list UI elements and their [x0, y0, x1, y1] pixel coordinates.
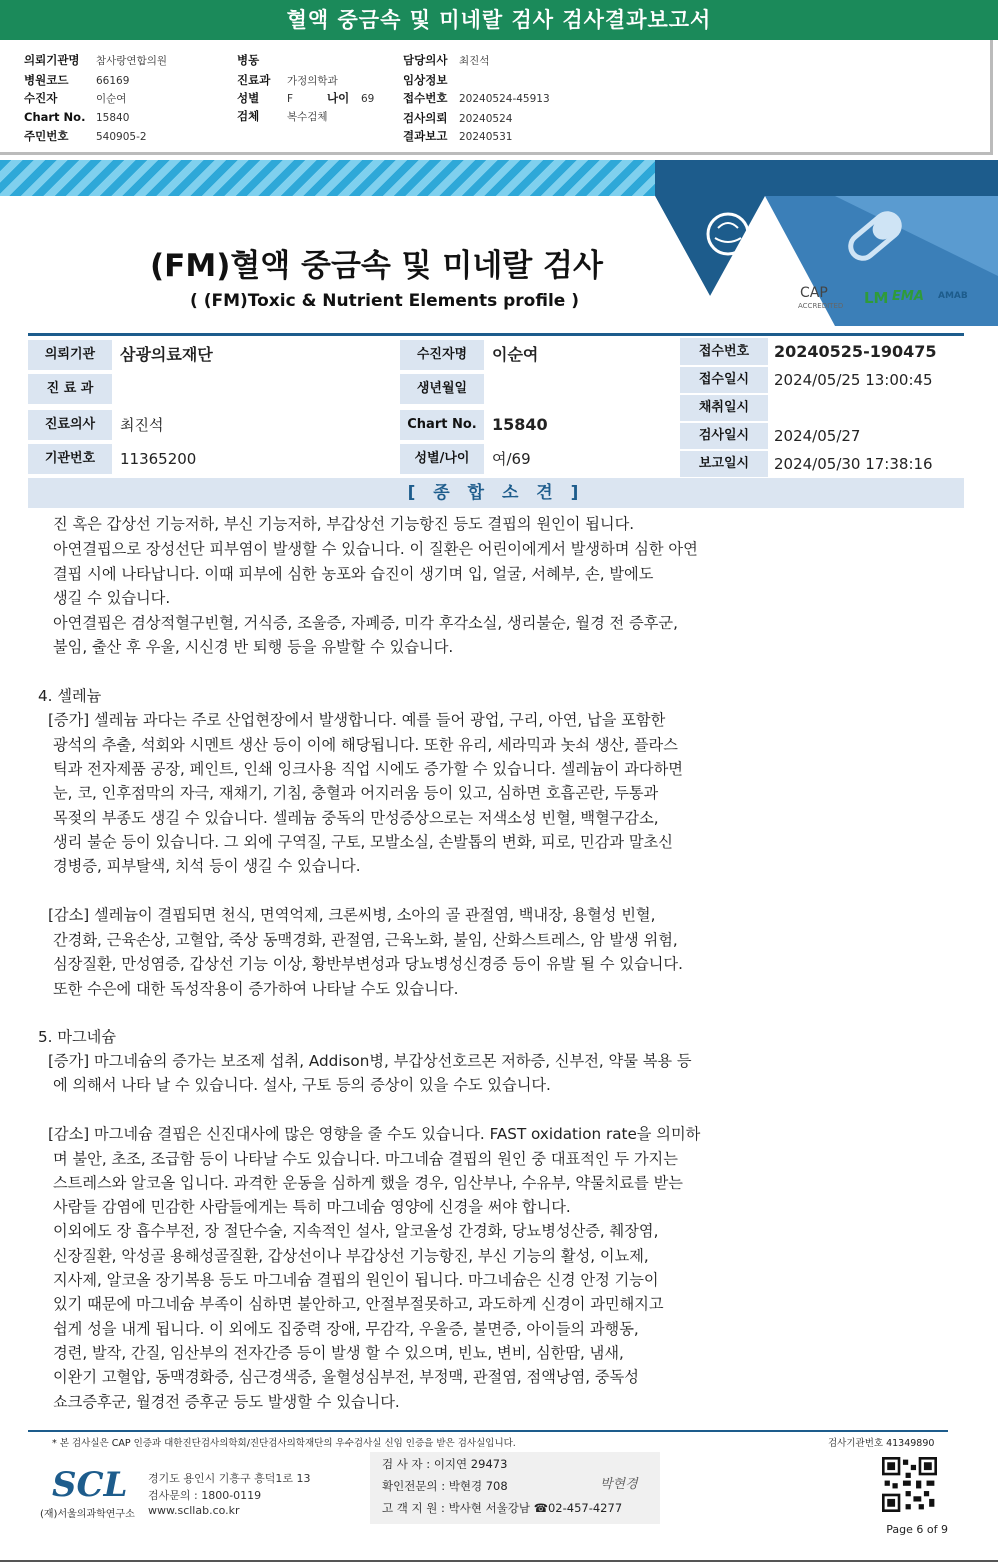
- body-line: 불임, 출산 후 우울, 시신경 반 퇴행 등을 유발할 수 있습니다.: [53, 638, 454, 656]
- lm-logo: LM: [864, 289, 889, 307]
- body-line: 또한 수은에 대한 독성작용이 증가하여 나타날 수도 있습니다.: [53, 980, 459, 998]
- cap-logo: CAP: [800, 285, 828, 301]
- body-line: 생길 수 있습니다.: [53, 589, 171, 607]
- scl-org-name: (재)서울의과학연구소: [40, 1509, 135, 1520]
- website-link[interactable]: www.scllab.co.kr: [148, 1504, 240, 1517]
- body-line: 아연결핍으로 장성선단 피부염이 발생할 수 있습니다. 이 질환은 어린이에게서 발생하며 심한 아연: [53, 540, 698, 558]
- body-line: 이완기 고혈압, 동맥경화증, 심근경색증, 울혈성심부전, 부정맥, 관절염, 점액낭염, 중독성: [53, 1368, 639, 1386]
- collect-date-value: [768, 395, 964, 421]
- header-chart-no: Chart No. 15840: [24, 110, 130, 124]
- patient-info-table: [28, 333, 964, 473]
- body-line: 경병증, 피부탈색, 치석 등이 생길 수 있습니다.: [53, 857, 361, 875]
- report-date-value: 2024/05/30 17:38:16: [774, 455, 933, 473]
- sex-age-label: 성별/나이: [400, 444, 484, 474]
- address: 경기도 용인시 기흥구 흥덕1로 13: [148, 1472, 311, 1485]
- bottom-divider: [0, 1560, 998, 1562]
- institution-value: 삼광의료재단: [120, 345, 213, 364]
- body-line: 결핍 시에 나타납니다. 이때 피부에 심한 농포와 습진이 생기며 입, 얼굴, 서혜부, 손, 발에도: [53, 565, 654, 583]
- test-title: (FM)혈액 중금속 및 미네랄 검사: [150, 248, 603, 284]
- test-date-label: 검사일시: [680, 423, 768, 449]
- body-line: 며 불안, 초조, 조급함 등이 나타날 수도 있습니다. 마그네슘 결핍의 원인 중 대표적인 두 가지는: [53, 1150, 678, 1168]
- org-no-value: 11365200: [120, 450, 197, 468]
- body-line: 에 의해서 나타 날 수 있습니다. 설사, 구토 등의 증상이 있을 수도 있습니다.: [53, 1076, 551, 1094]
- report-title: 혈액 중금속 및 미네랄 검사 검사결과보고서: [286, 8, 712, 32]
- org-no-label: 기관번호: [28, 444, 112, 474]
- sex-age-value: 여/69: [492, 450, 531, 468]
- header-receipt-no: 접수번호 20240524-45913: [403, 91, 550, 105]
- doctor-label: 진료의사: [28, 410, 112, 440]
- section-heading-magnesium: 5. 마그네슘: [38, 1028, 117, 1046]
- birth-value: [486, 374, 682, 404]
- chart-label: Chart No.: [400, 410, 484, 440]
- confirmer: 확인전문의 : 박현경 708: [382, 1479, 508, 1493]
- body-line: 심장질환, 만성염증, 갑상선 기능 이상, 황반부변성과 당뇨병성신경증 등이 유발 될 수 있습니다.: [53, 955, 683, 973]
- decor-stripe-dark: [655, 160, 998, 196]
- header-institution: 의뢰기관명 참사랑연합의원: [24, 53, 168, 67]
- receipt-date-label: 접수일시: [680, 367, 768, 393]
- body-line: 광석의 추출, 석회와 시멘트 생산 등이 이에 해당됩니다. 또한 유리, 세라믹과 놋쇠 생산, 플라스: [53, 736, 678, 754]
- header-resident-no: 주민번호 540905-2: [24, 129, 147, 143]
- body-line: 간경화, 근육손상, 고혈압, 죽상 동맥경화, 관절염, 근육노화, 불임, 산화스트레스, 암 발생 위험,: [53, 931, 678, 949]
- receipt-no-label: 접수번호: [680, 338, 768, 365]
- report-date-label: 보고일시: [680, 451, 768, 477]
- body-line: [증가] 마그네슘의 증가는 보조제 섭취, Addison병, 부갑상선호르몬 저하증, 신부전, 약물 복용 등: [48, 1052, 692, 1070]
- ema-logo: EMA: [892, 289, 924, 304]
- order-header: [0, 40, 993, 155]
- signature: 박현경: [600, 1477, 638, 1492]
- body-line: 있기 때문에 마그네슘 부족이 심하면 불안하고, 안절부절못하고, 과도하게 신경이 과민해지고: [53, 1295, 664, 1313]
- amab-logo: AMAB: [938, 291, 968, 301]
- header-doctor: 담당의사 최진석: [403, 53, 490, 67]
- receipt-date-value: 2024/05/25 13:00:45: [774, 371, 933, 389]
- phone: 검사문의 : 1800-0119: [148, 1489, 262, 1502]
- section-heading-selenium: 4. 셀레늄: [38, 687, 102, 705]
- dept-value: [114, 374, 410, 404]
- report-title-bar: [0, 0, 998, 40]
- patient-name-value: 이순여: [492, 345, 539, 364]
- test-date-value: 2024/05/27: [774, 427, 861, 445]
- body-line: 생리 불순 등이 있습니다. 그 외에 구역질, 구토, 모발소실, 손발톱의 변화, 피로, 민감과 말초신: [53, 833, 673, 851]
- tester: 검 사 자 : 이지연 29473: [382, 1457, 508, 1471]
- body-line: 눈, 코, 인후점막의 자극, 재채기, 기침, 충혈과 어지러움 등이 있고, 심하면 호흡곤란, 두통과: [53, 784, 659, 802]
- header-age: 나이 69: [327, 91, 375, 105]
- header-report-date: 결과보고 20240531: [403, 129, 513, 143]
- page-number: Page 6 of 9: [886, 1523, 948, 1536]
- body-line: 신장질환, 악성골 용해성골질환, 갑상선이나 부갑상선 기능항진, 부신 기능의 활성, 이뇨제,: [53, 1247, 649, 1265]
- body-line: 스트레스와 알코올 입니다. 과격한 운동을 심하게 했을 경우, 임산부나, 수유부, 약물치료를 받는: [53, 1174, 683, 1192]
- doctor-value: 최진석: [120, 416, 164, 434]
- test-subtitle: ( (FM)Toxic & Nutrient Elements profile ): [190, 291, 580, 311]
- body-line: 틱과 전자제품 공장, 페인트, 인쇄 잉크사용 직업 시에도 증가할 수 있습니다. 셀레늄이 과다하면: [53, 760, 683, 778]
- body-line: [감소] 마그네슘 결핍은 신진대사에 많은 영향을 줄 수도 있습니다. FAST oxidation rate을 의미하: [48, 1125, 701, 1143]
- body-line: 경련, 발작, 간질, 임산부의 전자간증 등이 발생 할 수 있으며, 빈뇨, 변비, 심한땀, 냄새,: [53, 1344, 624, 1362]
- cap-logo-sub: ACCREDITED: [798, 302, 844, 310]
- body-line: 진 혹은 갑상선 기능저하, 부신 기능저하, 부갑상선 기능항진 등도 결핍의 원인이 됩니다.: [53, 515, 635, 533]
- body-line: [감소] 셀레늄이 결핍되면 천식, 면역억제, 크론씨병, 소아의 골 관절염, 백내장, 용혈성 빈혈,: [48, 906, 656, 924]
- body-line: 지사제, 알코올 장기복용 등도 마그네슘 결핍의 원인이 됩니다. 마그네슘은 신경 안정 기능이: [53, 1271, 659, 1289]
- birth-label: 생년월일: [400, 374, 484, 404]
- qr-code-icon: [882, 1457, 937, 1512]
- body-line: 아연결핍은 겸상적혈구빈혈, 거식증, 조울증, 자폐증, 미각 후각소실, 생리불순, 월경 전 증후군,: [53, 614, 678, 632]
- header-ward: 병동: [237, 53, 260, 67]
- chart-value: 15840: [492, 415, 548, 434]
- customer-support: 고 객 지 원 : 박사현 서울강남 ☎02-457-4277: [382, 1501, 623, 1515]
- header-request-date: 검사의뢰 20240524: [403, 111, 513, 125]
- collect-date-label: 채취일시: [680, 395, 768, 421]
- patient-name-label: 수진자명: [400, 340, 484, 370]
- accreditation-logos: [798, 285, 968, 315]
- accreditation-note: * 본 검사실은 CAP 인증과 대한진단검사의학회/진단검사의학재단의 우수검사실 신임 인증을 받은 검사실입니다.: [52, 1438, 516, 1449]
- footer-divider: [28, 1430, 948, 1432]
- body-line: 목젖의 부종도 생길 수 있습니다. 셀레늄 중독의 만성증상으로는 저색소성 빈혈, 백혈구감소,: [53, 809, 659, 827]
- header-hospital-code: 병원코드 66169: [24, 73, 130, 87]
- body-line: [증가] 셀레늄 과다는 주로 산업현장에서 발생합니다. 예를 들어 광업, 구리, 아연, 납을 포함한: [48, 711, 666, 729]
- body-line: 쉽게 성을 내게 됩니다. 이 외에도 집중력 장애, 무감각, 우울증, 불면증, 아이들의 과행동,: [53, 1320, 639, 1338]
- receipt-no-value: 20240525-190475: [774, 342, 937, 361]
- summary-heading: [ 종 합 소 견 ]: [28, 478, 964, 508]
- org-code: 검사기관번호 41349890: [828, 1438, 935, 1449]
- dept-label: 진 료 과: [28, 374, 112, 404]
- header-clinical-info: 임상정보: [403, 73, 448, 87]
- body-line: 이외에도 장 흡수부전, 장 절단수술, 지속적인 설사, 알코올성 간경화, 당뇨병성산증, 췌장염,: [53, 1222, 659, 1240]
- header-department: 진료과 가정의학과: [237, 73, 338, 87]
- header-patient: 수진자 이순여: [24, 91, 127, 105]
- institution-label: 의뢰기관: [28, 340, 112, 370]
- scl-logo: SCL: [52, 1465, 128, 1505]
- body-line: 사람들 감염에 민감한 사람들에게는 특히 마그네슘 영양에 신경을 써야 합니다.: [53, 1198, 571, 1216]
- body-line: 쇼크증후군, 월경전 증후군 등도 발생할 수 있습니다.: [53, 1393, 400, 1411]
- header-sex: 성별 F: [237, 91, 294, 105]
- header-specimen: 검체 복수검체: [237, 109, 328, 123]
